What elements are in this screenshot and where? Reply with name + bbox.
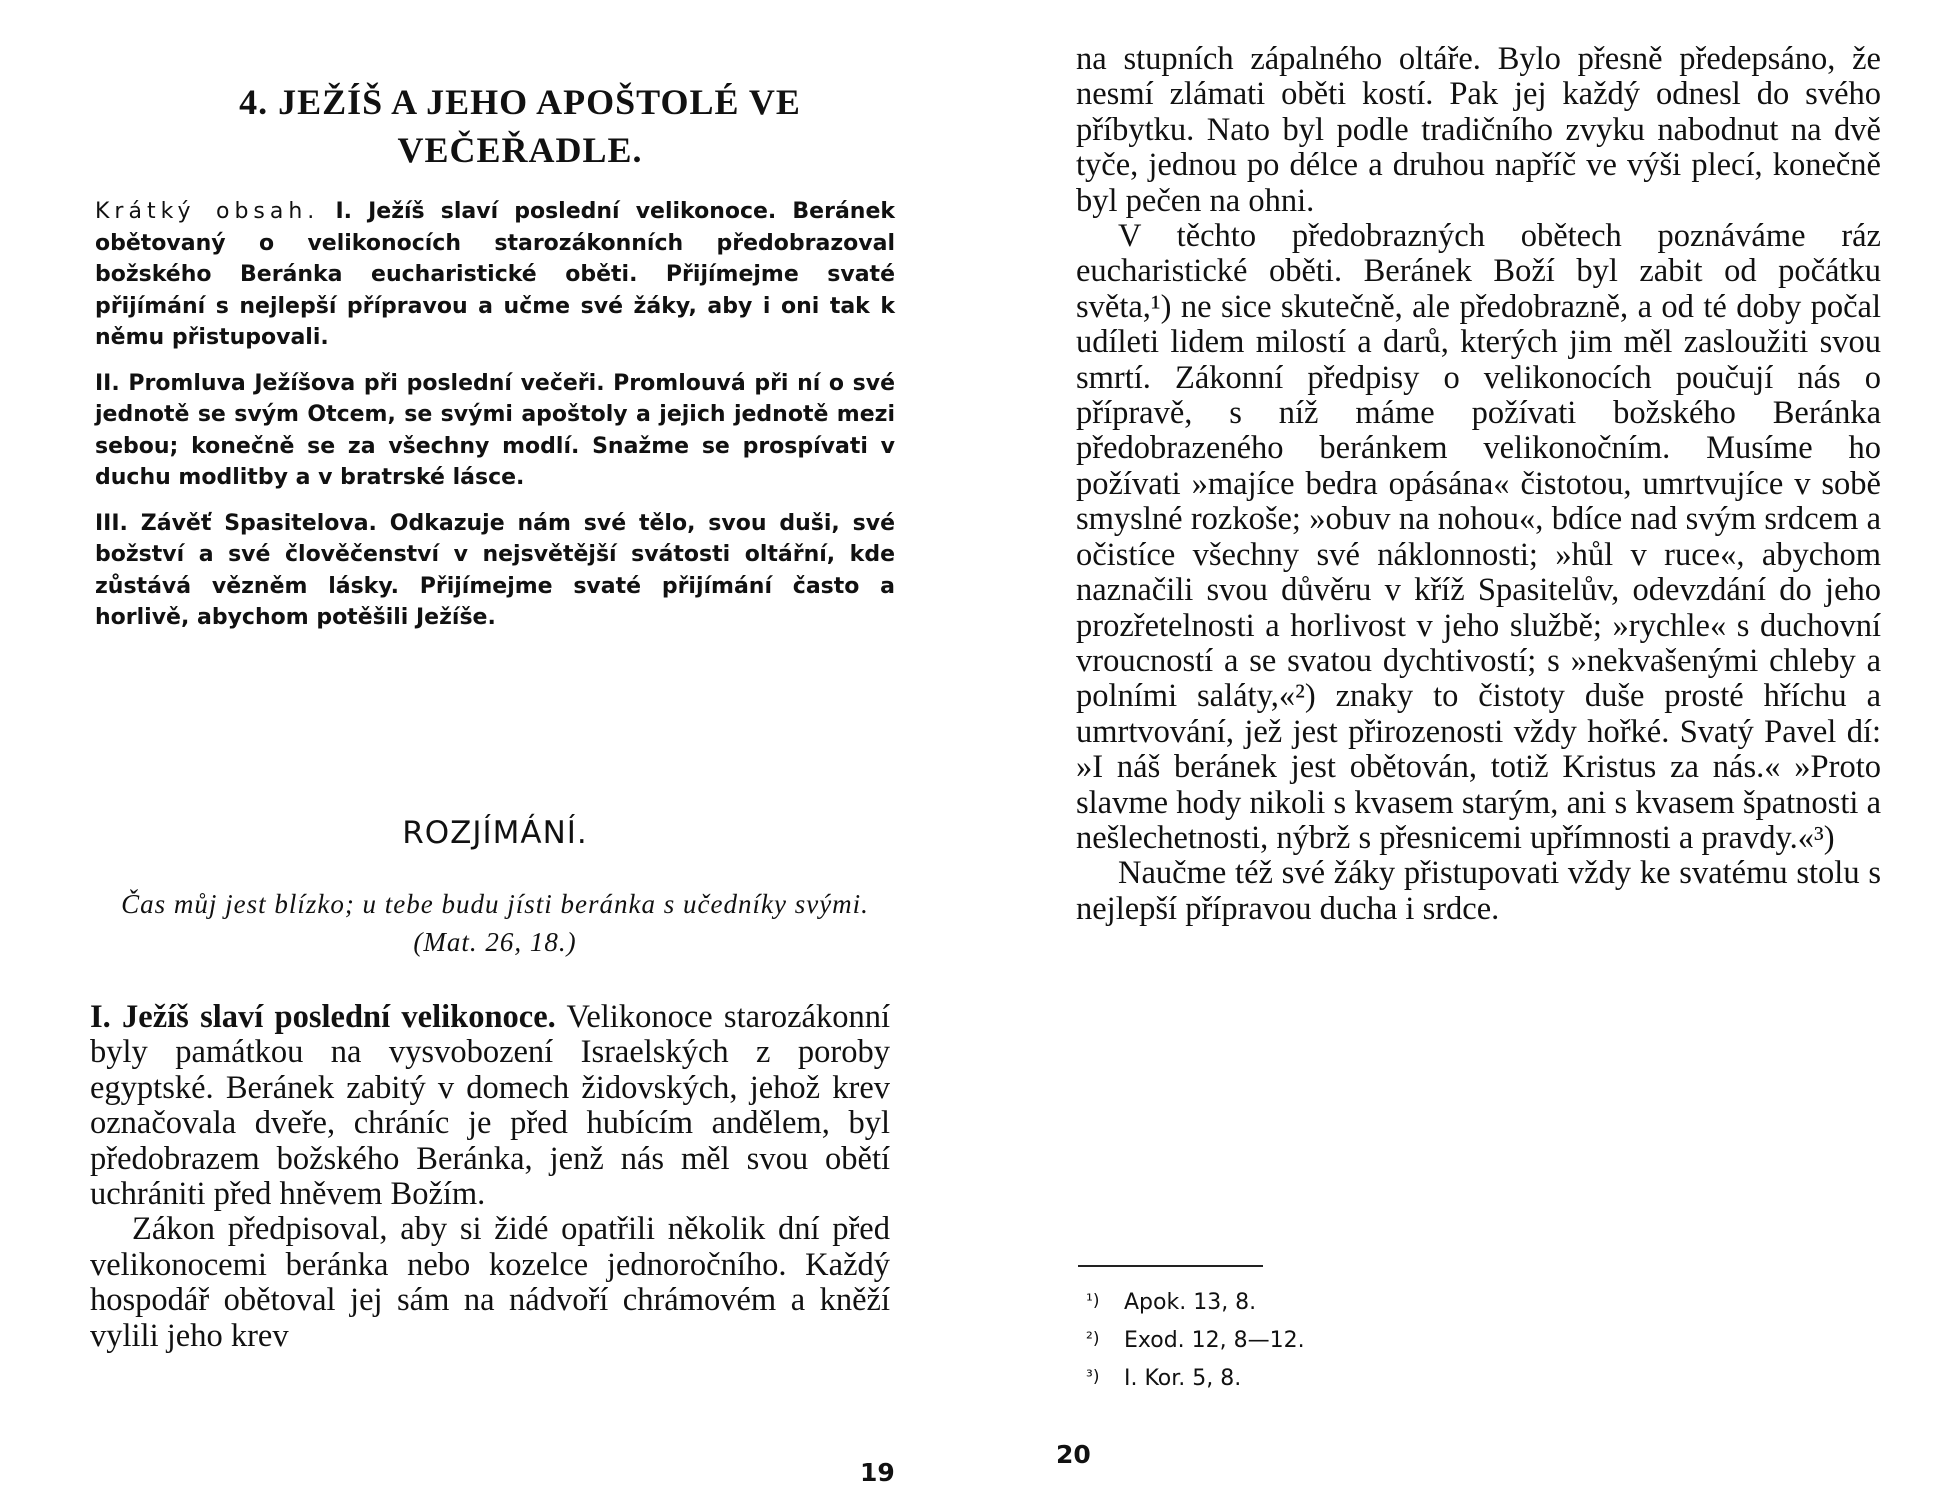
footnote-marker: ²) (1086, 1329, 1100, 1349)
footnote: ²) Exod. 12, 8—12. (1086, 1321, 1305, 1359)
summary-paragraph-1: Krátký obsah. I. Ježíš slaví poslední velikonoce. Beránek obětovaný o velikonocích starozákonních předobrazoval božského Beránka eucharistické oběti. Přijímejme svaté přijímání s nejlepší přípravou a učme své žáky, aby i oni tak k němu přistupovali. (95, 199, 896, 350)
paragraph-heading: I. Ježíš slaví poslední velikonoce. (90, 999, 556, 1035)
footnote: ¹) Apok. 13, 8. (1086, 1283, 1305, 1321)
body-paragraph: Naučme též své žáky přistupovati vždy ke svatému stolu s nejlepší přípravou ducha i srdce. (1076, 855, 1881, 927)
body-paragraph: Zákon předpisoval, aby si židé opatřili několik dní před velikonocemi beránka nebo kozelce jednoročního. Každý hospodář obětoval jej sám na nádvoří chrámovém a kněží vylili jeho krev (90, 1211, 890, 1354)
chapter-title: 4. JEŽÍŠ A JEHO APOŠTOLÉ VE VEČEŘADLE. (239, 82, 801, 170)
right-page (973, 0, 1946, 1500)
summary-label: Krátký obsah. (95, 199, 320, 224)
scripture-quote: Čas můj jest blízko; u tebe budu jísti beránka s učedníky svými. (Mat. 26, 18.) (121, 889, 869, 957)
summary-paragraph-3: III. Závěť Spasitelova. Odkazuje nám své tělo, svou duši, své božství a své člověčenství v nejsvětější svátosti oltářní, kde zůstává vězněm lásky. Přijímejme svaté přijímání často a horlivě, abychom potěšili Ježíše. (95, 510, 895, 630)
footnote: ³) I. Kor. 5, 8. (1086, 1359, 1305, 1397)
chapter-summary (95, 196, 895, 648)
section-heading: ROZJÍMÁNÍ. (402, 815, 588, 851)
page-number: 19 (860, 1458, 895, 1487)
left-body-text (90, 1000, 890, 1354)
page-number: 20 (1056, 1440, 1091, 1469)
summary-paragraph-2: II. Promluva Ježíšova při poslední večeři. Promlouvá při ní o své jednotě se svým Otcem, se svými apoštoly a jejich jednotě mezi sebou; konečně se za všechny modlí. Snažme se prospívati v duchu modlitby a v bratrské lásce. (95, 370, 895, 490)
right-body-text (1076, 42, 1881, 927)
footnote-marker: ¹) (1086, 1291, 1100, 1311)
footnote-divider (1078, 1265, 1263, 1267)
footnote-marker: ³) (1086, 1367, 1100, 1387)
footnotes (1086, 1283, 1305, 1397)
body-paragraph: V těchto předobrazných obětech poznáváme ráz eucharistické oběti. Beránek Boží byl zabit od počátku světa,¹) ne sice skutečně, ale předobrazně, a od té doby počal udíleti lidem milostí a darů, kterých jim měl zasloužiti svou smrtí. Zákonní předpisy o velikonocích poučují nás o přípravě, s níž máme požívati božského Beránka předobrazeného beránkem velikonočním. Musíme ho požívati »majíce bedra opásána« čistotou, umrtvujíce v sobě smyslné rozkoše; »obuv na nohou«, bdíce nad svým srdcem a očistíce všechny své náklonnosti; »hůl v ruce«, abychom naznačili svou důvěru v kříž Spasitelův, odevzdání do jeho prozřetelnosti a horlivost v jeho službě; »rychle« s duchovní vroucností a se svatou dychtivostí; s »nekvašenými chleby a polními saláty,«²) znaky to čistoty duše prosté hříchu a umrtvování, jež jest přirozenosti vždy hořké. Svatý Pavel dí: »I náš beránek jest obětován, totiž Kristus za nás.« »Proto slavme hody nikoli s kvasem starým, ani s kvasem špatnosti a nešlechetnosti, nýbrž s přesnicemi upřímnosti a pravdy.«³) (1076, 218, 1881, 856)
body-paragraph: I. Ježíš slaví poslední velikonoce. Velikonoce starozákonní byly památkou na vysvobození Israelských z poroby egyptské. Beránek zabitý v domech židovských, jehož krev označovala dveře, chráníc je před hubícím andělem, byl předobrazem božského Beránka, jenž nás měl svou obětí uchrániti před hněvem Božím. (90, 999, 890, 1213)
body-paragraph: na stupních zápalného oltáře. Bylo přesně předepsáno, že nesmí zlámati oběti kostí. Pak jej každý odnesl do svého příbytku. Nato byl podle tradičního zvyku nabodnut na dvě tyče, jednou po délce a druhou napříč ve výši plecí, konečně byl pečen na ohni. (1076, 41, 1881, 219)
